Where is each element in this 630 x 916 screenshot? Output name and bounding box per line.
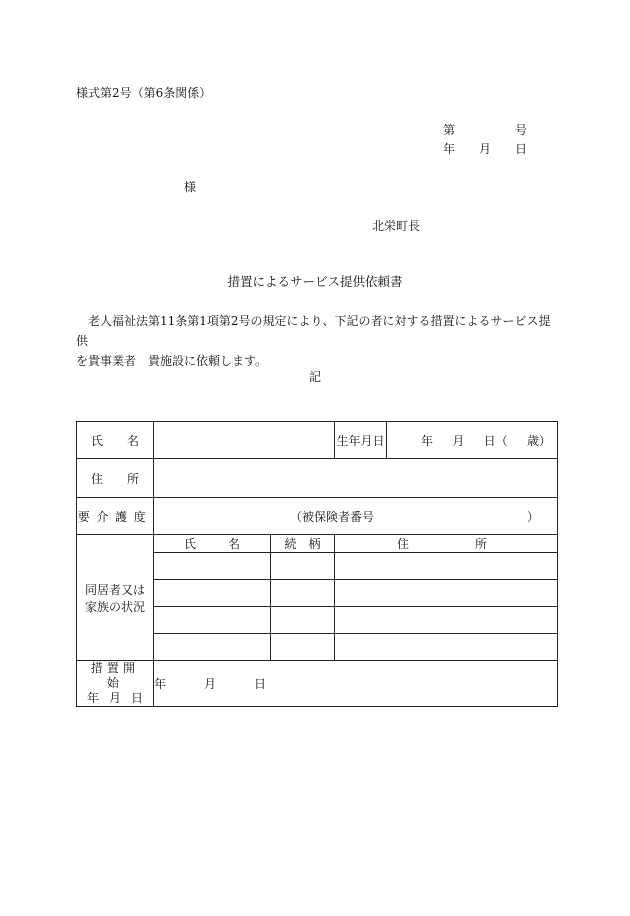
household-relation-cell[interactable] [271, 580, 335, 607]
document-number-line [443, 121, 527, 138]
addressee: 様 [184, 180, 197, 194]
address-field[interactable] [154, 459, 558, 498]
request-form-table [76, 421, 558, 707]
body-line-2: を貴事業者 貴施設に依頼します。 [76, 354, 268, 368]
start-year: 年 [154, 677, 167, 691]
insured-number-field[interactable] [154, 498, 558, 535]
issue-year: 年 [443, 142, 456, 156]
address-row [77, 459, 558, 498]
household-relation-cell[interactable] [271, 553, 335, 580]
household-name-cell[interactable] [154, 580, 271, 607]
household-address-cell[interactable] [335, 634, 558, 661]
care-level-row [77, 498, 558, 535]
start-day: 日 [254, 677, 267, 691]
start-date-row [77, 661, 558, 707]
start-month: 月 [204, 677, 217, 691]
household-relation-cell[interactable] [271, 634, 335, 661]
birth-year: 年 [421, 433, 434, 448]
name-row [77, 422, 558, 459]
issuer: 北栄町長 [372, 219, 421, 233]
address-label: 住 所 [77, 459, 154, 498]
number-suffix: 号 [515, 123, 528, 137]
household-relation-cell[interactable] [271, 607, 335, 634]
name-field[interactable] [154, 422, 335, 459]
household-label: 同居者又は 家族の状況 [77, 535, 154, 661]
body-line-1: 老人福祉法第11条第1項第2号の規定により、下記の者に対する措置によるサービス提供 [76, 314, 551, 348]
birthdate-field[interactable] [387, 422, 558, 459]
ki-heading: 記 [308, 370, 321, 384]
name-label: 氏 名 [77, 422, 154, 459]
start-date-field[interactable] [154, 661, 558, 707]
household-header-row [77, 535, 558, 553]
form-number: 様式第2号（第6条関係） [76, 86, 212, 100]
col-name-header: 氏 名 [154, 535, 271, 553]
household-address-cell[interactable] [335, 607, 558, 634]
insured-number-open: （被保険者番号 [290, 509, 375, 524]
col-address-header: 住 所 [335, 535, 558, 553]
document-title: 措置によるサービス提供依頼書 [227, 274, 403, 289]
number-prefix: 第 [443, 123, 456, 137]
birth-month: 月 [452, 433, 465, 448]
issue-day: 日 [515, 142, 528, 156]
insured-number-close: ） [527, 509, 540, 524]
col-relation-header: 続 柄 [271, 535, 335, 553]
issue-month: 月 [479, 142, 492, 156]
birthdate-label: 生年月日 [335, 422, 387, 459]
household-name-cell[interactable] [154, 553, 271, 580]
household-address-cell[interactable] [335, 580, 558, 607]
household-name-cell[interactable] [154, 607, 271, 634]
body-text [76, 311, 558, 371]
household-name-cell[interactable] [154, 634, 271, 661]
birth-day: 日（ [483, 433, 508, 448]
household-address-cell[interactable] [335, 553, 558, 580]
birth-age: 歳） [527, 433, 552, 448]
care-level-label: 要介護度 [77, 498, 154, 535]
start-date-label: 措置開始 年 月 日 [77, 661, 154, 707]
issue-date-line [443, 140, 527, 157]
